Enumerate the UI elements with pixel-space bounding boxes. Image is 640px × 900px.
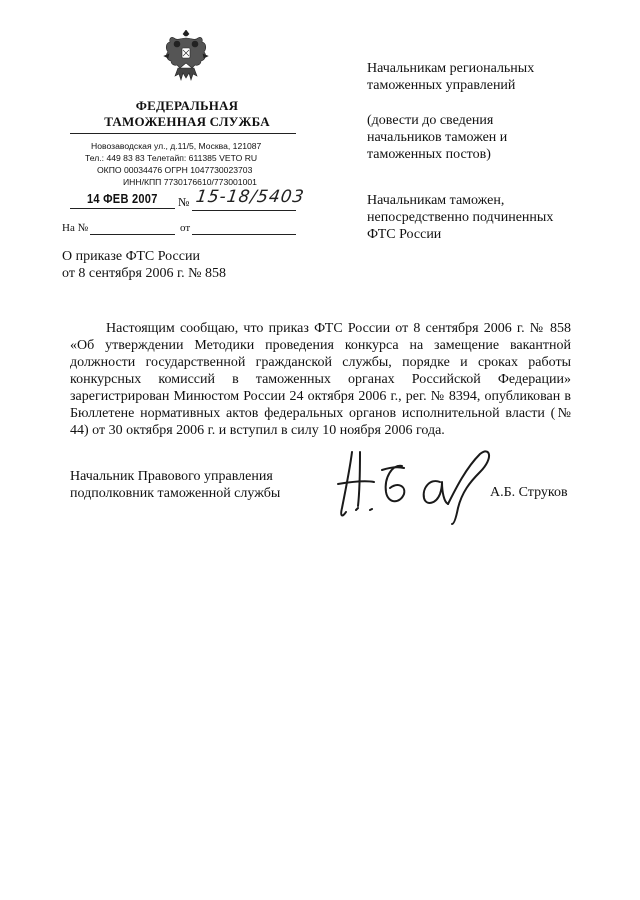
reference-number-label: На № <box>62 222 89 234</box>
letterhead-divider <box>70 133 296 134</box>
subject-line: О приказе ФТС России <box>62 249 200 264</box>
addressee-line: ФТС России <box>367 227 442 242</box>
signer-name: А.Б. Струков <box>490 485 568 500</box>
addressee-line: таможенных управлений <box>367 78 516 93</box>
addressee-line: Начальникам региональных <box>367 61 535 76</box>
addressee-regional <box>367 60 534 94</box>
number-underline <box>192 210 296 211</box>
org-name-line1: ФЕДЕРАЛЬНАЯ <box>135 98 239 113</box>
org-address: Новозаводская ул., д.11/5, Москва, 121087 <box>91 141 262 151</box>
addressee-line: таможенных постов) <box>367 147 491 162</box>
subject-line: от 8 сентября 2006 г. № 858 <box>62 266 226 281</box>
letter-body <box>70 320 571 439</box>
reference-number-line <box>90 234 175 235</box>
addressee-note <box>367 112 507 163</box>
reference-date-line <box>192 234 296 235</box>
subject <box>62 248 226 282</box>
reference-date-label: от <box>180 222 191 234</box>
handwritten-signature <box>330 448 500 526</box>
addressee-line: непосредственно подчиненных <box>367 210 554 225</box>
body-paragraph: Настоящим сообщаю, что приказ ФТС России от 8 сентября 2006 г. № 858 «Об утверждении Методики проведения конкурса на замещение вакантной должности государственной гражданской службы, порядке и сроках работы конкурсных комиссий в таможенных органах Российской Федерации» зарегистрирован Минюстом России 24 октября 2006 г., рег. № 8394, опубликован в Бюллетене нормативных актов федеральных органов исполнительной власти (№ 44) от 30 октября 2006 г. и вступил в силу 10 ноября 2006 года. <box>70 321 571 438</box>
coat-of-arms-icon <box>163 30 209 84</box>
org-name-line2: ТАМОЖЕННАЯ СЛУЖБА <box>104 114 270 129</box>
org-codes: ОКПО 00034476 ОГРН 1047730023703 <box>97 165 253 175</box>
addressee-line: (довести до сведения <box>367 113 494 128</box>
registration-number: 15-18/5403 <box>194 187 306 207</box>
signer-position-line2: подполковник таможенной службы <box>70 486 281 501</box>
addressee-line: Начальникам таможен, <box>367 193 505 208</box>
org-details <box>85 140 295 188</box>
org-title <box>92 98 282 130</box>
org-inn: ИНН/КПП 7730176610/773001001 <box>123 177 257 187</box>
addressee-customs <box>367 192 553 243</box>
signer-position <box>70 468 280 502</box>
signer-position-line1: Начальник Правового управления <box>70 469 273 484</box>
addressee-line: начальников таможен и <box>367 130 508 145</box>
org-phones: Тел.: 449 83 83 Телетайп: 611385 VETO RU <box>85 153 258 163</box>
date-underline <box>70 208 175 209</box>
number-sign: № <box>178 195 190 209</box>
registration-date-stamp: 14 ФЕВ 2007 <box>87 191 158 206</box>
